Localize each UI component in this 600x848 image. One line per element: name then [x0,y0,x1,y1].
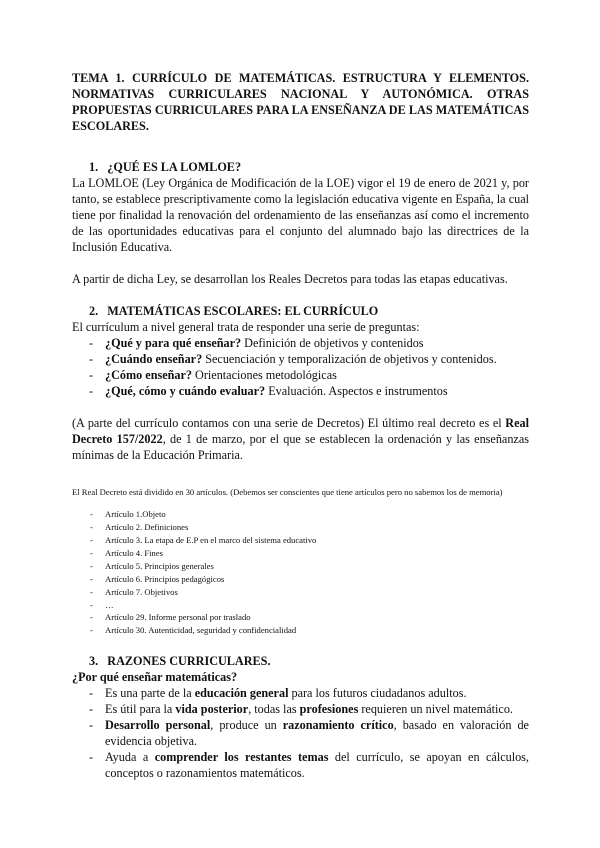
section-2-title: MATEMÁTICAS ESCOLARES: EL CURRÍCULO [107,304,379,318]
question-label: ¿Cómo enseñar? [105,368,192,382]
list-item: - Artículo 6. Principios pedagógicos [72,573,529,586]
list-item [72,335,529,351]
list-item [72,383,529,399]
section-1-heading [72,159,529,175]
list-item: - Artículo 30. Autenticidad, seguridad y confidencialidad [72,624,529,637]
list-item: - Artículo 3. La etapa de E.P en el marco del sistema educativo [72,534,529,547]
section-3-subheading: ¿Por qué enseñar matemáticas? [72,670,238,685]
text: requieren un nivel matemático. [358,702,513,717]
text: , todas las [248,702,300,717]
section-3-title: RAZONES CURRICULARES. [107,654,271,669]
list-item: - … [72,599,529,612]
text-bold: profesiones [299,702,359,717]
text: Ayuda a [105,750,155,765]
decree-text-post: , de 1 de marzo, por el que se establecen la ordenación y las enseñanzas mínimas de la Educación Primaria. [72,432,529,462]
text: , produce un [210,718,283,733]
text-bold: Desarrollo personal [105,718,211,733]
list-item: - Artículo 4. Fines [72,547,529,560]
question-label: ¿Qué, cómo y cuándo evaluar? [105,384,266,398]
text-bold: educación general [194,686,289,701]
list-item [72,351,529,367]
question-answer: Evaluación. Aspectos e instrumentos [265,384,448,398]
section-3-heading [72,653,529,669]
decree-paragraph [72,415,529,463]
section-3-number: 3. [89,654,99,669]
list-item: - Artículo 29. Informe personal por traslado [72,611,529,624]
decree-text-pre: (A parte del currículo contamos con una serie de Decretos) El último real decreto es el [72,416,506,430]
decree-name: Real Decreto 157/2022 [72,416,529,446]
text: Es una parte de la [105,686,195,701]
text: Es útil para la [105,702,176,717]
question-label: ¿Cuándo enseñar? [105,352,203,366]
question-answer: Secuenciación y temporalización de objetivos y contenidos. [202,352,497,366]
text: para los futuros ciudadanos adultos. [288,686,467,701]
decree-note: El Real Decreto está dividido en 30 artículos. (Debemos ser conscientes que tiene artículos pero no sabemos los de memoria) [72,486,503,497]
list-item: - Artículo 2. Definiciones [72,521,529,534]
section-2-intro: El currículum a nivel general trata de responder una serie de preguntas: [72,320,420,334]
list-item: - Artículo 5. Principios generales [72,560,529,573]
section-1-paragraph: La LOMLOE (Ley Orgánica de Modificación de la LOE) vigor el 19 de enero de 2021 y, por tanto, se establece prescriptivamente como la legislación educativa vigente en España, la cual tiene por finalidad la renovación del ordenamiento de las enseñanzas así como el incremento de las oportunidades educativas para el conjunto del alumnado bajo las directrices de la Inclusión Educativa. [72,176,529,254]
section-1-title: ¿QUÉ ES LA LOMLOE? [107,160,242,174]
text-bold: razonamiento crítico [282,718,394,733]
list-item: - Artículo 7. Objetivos [72,586,529,599]
list-item: - Artículo 1.Objeto [72,508,529,521]
document-title: TEMA 1. CURRÍCULO DE MATEMÁTICAS. ESTRUCTURA Y ELEMENTOS. NORMATIVAS CURRICULARES NACIONAL Y AUTONÓMICA. OTRAS PROPUESTAS CURRICULARES PARA LA ENSEÑANZA DE LAS MATEMÁTICAS ESCOLARES. [72,71,529,133]
document-page [72,70,529,781]
questions-list [72,335,529,399]
list-item [72,701,529,717]
text-bold: comprender los restantes temas [154,750,329,765]
text: del currículo, se apoyan en cálculos, conceptos o razonamientos matemáticos. [105,750,529,781]
section-2-heading [72,303,529,319]
list-item [72,749,529,781]
list-item [72,717,529,749]
list-item [72,367,529,383]
text: , basado en valoración de evidencia objetiva. [105,718,529,749]
section-1-number: 1. [89,160,99,174]
question-answer: Definición de objetivos y contenidos [241,336,424,350]
articles-list [72,508,529,637]
reasons-list [72,685,529,781]
list-item [72,685,529,701]
text-bold: vida posterior [175,702,249,717]
question-answer: Orientaciones metodológicas [192,368,337,382]
section-1-paragraph-2: A partir de dicha Ley, se desarrollan los Reales Decretos para todas las etapas educativas. [72,272,508,286]
section-2-number: 2. [89,304,99,318]
question-label: ¿Qué y para qué enseñar? [105,336,242,350]
